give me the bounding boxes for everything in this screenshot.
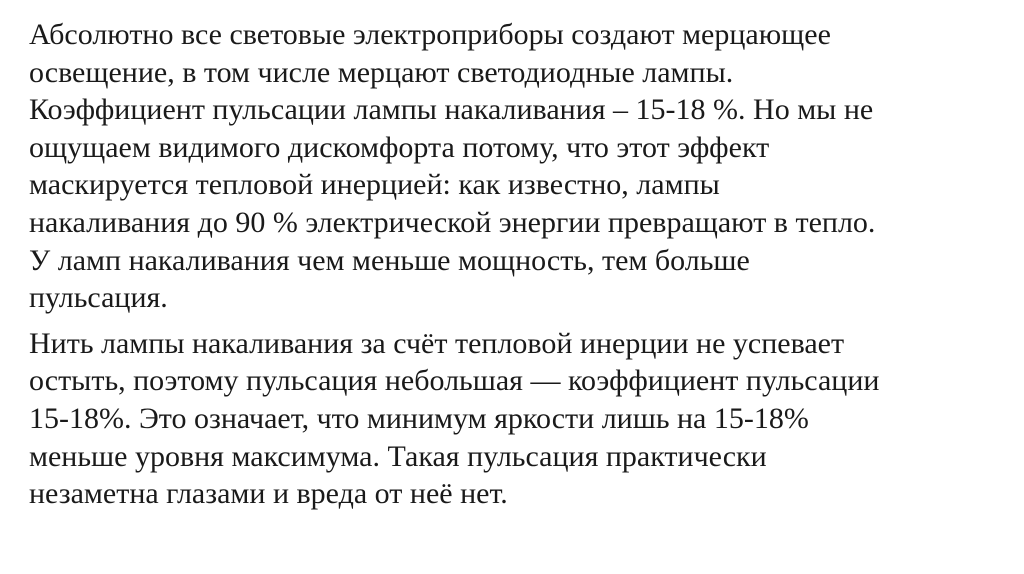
paragraph-1: [29, 16, 1004, 317]
text-line: остыть, поэтому пульсация небольшая — коэффициент пульсации: [29, 364, 880, 398]
text-line: маскируется тепловой инерцией: как известно, лампы: [29, 168, 720, 202]
text-line: накаливания до 90 % электрической энергии превращают в тепло.: [29, 205, 876, 239]
text-line: У ламп накаливания чем меньше мощность, тем больше: [29, 243, 750, 277]
text-line: меньше уровня максимума. Такая пульсация практически: [29, 439, 767, 473]
text-block: [29, 16, 1004, 513]
text-line: ощущаем видимого дискомфорта потому, что этот эффект: [29, 130, 770, 164]
text-line: незаметна глазами и вреда от неё нет.: [29, 477, 508, 511]
text-line: Коэффициент пульсации лампы накаливания – 15-18 %. Но мы не: [29, 93, 874, 127]
text-line: Нить лампы накаливания за счёт тепловой инерции не успевает: [29, 326, 845, 360]
paragraph-2: [29, 325, 1004, 513]
text-line: 15-18%. Это означает, что минимум яркости лишь на 15-18%: [29, 401, 809, 435]
text-line: пульсация.: [29, 281, 168, 315]
text-line: Абсолютно все световые электроприборы создают мерцающее: [29, 18, 831, 51]
text-line: освещение, в том числе мерцают светодиодные лампы.: [29, 55, 734, 89]
